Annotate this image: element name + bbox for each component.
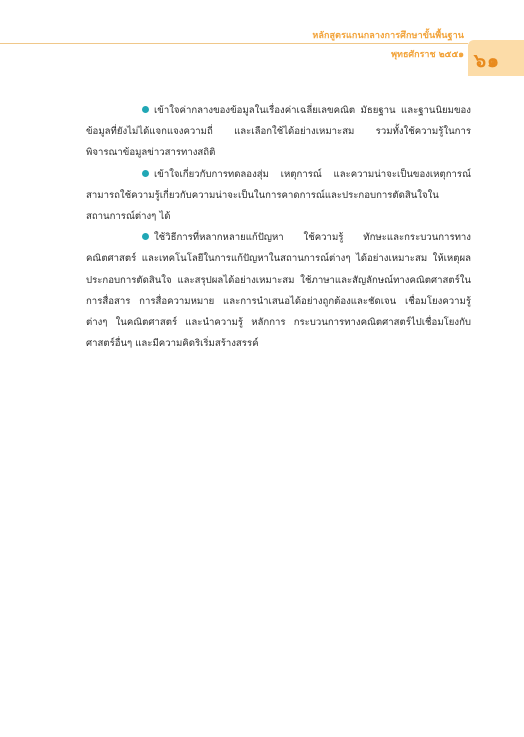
header-subtitle: พุทธศักราช ๒๕๕๑: [391, 50, 464, 60]
paragraph-text: เข้าใจเกี่ยวกับการทดลองสุ่ม เหตุการณ์ และความน่าจะเป็นของเหตุการณ์ สามารถใช้ความรู้เกี่ยวกับความน่าจะเป็นในการคาดการณ์และประกอบการตัดสินใจในสถานการณ์ต่างๆ ได้: [86, 168, 471, 223]
page-number: ๖๑: [474, 50, 501, 72]
bullet-icon: [142, 106, 149, 113]
paragraph-text: ใช้วิธีการที่หลากหลายแก้ปัญหา ใช้ความรู้ ทักษะและกระบวนการทางคณิตศาสตร์ และเทคโนโลยีในการแก้ปัญหาในสถานการณ์ต่างๆ ได้อย่างเหมาะสม ให้เหตุผลประกอบการตัดสินใจ และสรุปผลได้อย่างเหมาะสม ใช้ภาษาและสัญลักษณ์ทางคณิตศาสตร์ในการสื่อสาร การสื่อความหมาย และการนำเสนอได้อย่างถูกต้องและชัดเจน เชื่อมโยงความรู้ต่างๆ ในคณิตศาสตร์ และนำความรู้ หลักการ กระบวนการทางคณิตศาสตร์ไปเชื่อมโยงกับศาสตร์อื่นๆ และมีความคิดริเริ่มสร้างสรรค์: [86, 232, 471, 350]
header-title: หลักสูตรแกนกลางการศึกษาขั้นพื้นฐาน: [312, 31, 464, 41]
bullet-icon: [142, 170, 149, 177]
header-divider: [0, 43, 468, 44]
bullet-icon: [142, 233, 149, 240]
paragraph-text: เข้าใจค่ากลางของข้อมูลในเรื่องค่าเฉลี่ยเลขคณิต มัธยฐาน และฐานนิยมของข้อมูลที่ยังไม่ได้แจกแจงความถี่ และเลือกใช้ได้อย่างเหมาะสม รวมทั้งใช้ความรู้ในการพิจารณาข้อมูลข่าวสารทางสถิติ: [86, 105, 471, 159]
bullet-paragraph: [86, 164, 471, 228]
bullet-paragraph: [86, 227, 471, 354]
bullet-paragraph: [86, 100, 471, 164]
main-content: [86, 100, 471, 354]
page-header: [0, 0, 524, 76]
